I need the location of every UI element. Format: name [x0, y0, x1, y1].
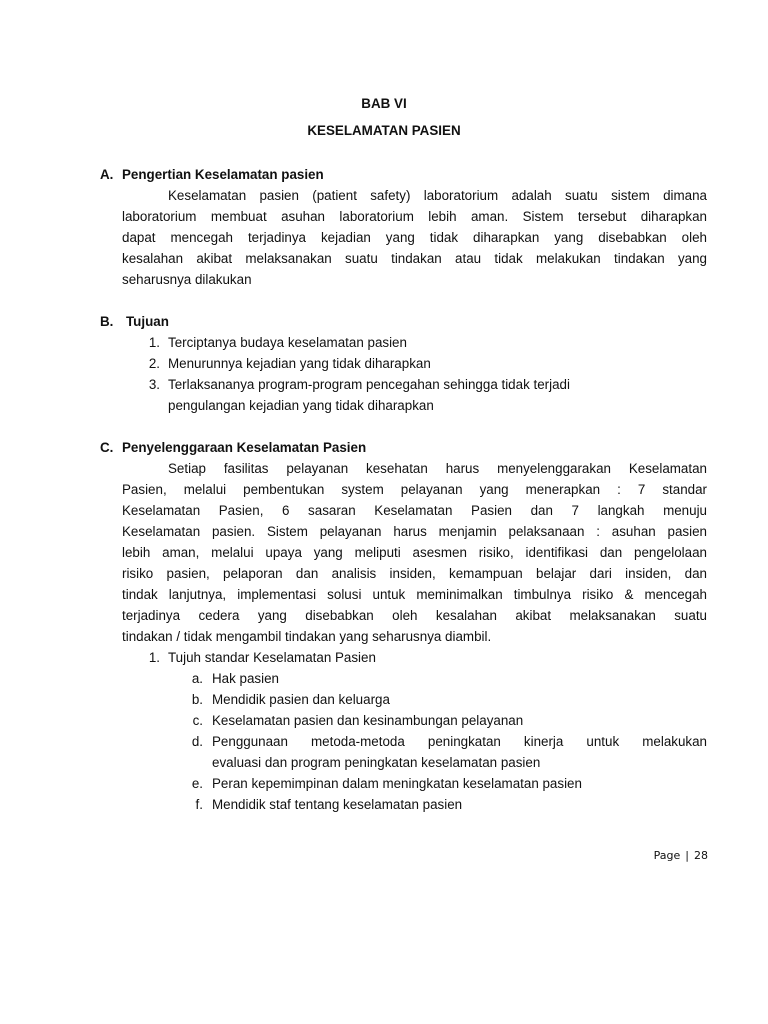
section-c-line: tindakan / tidak mengambil tindakan yang seharusnya diambil.	[122, 629, 492, 644]
section-c-line: risiko pasien, pelaporan dan analisis insiden, kemampuan belajar dari insiden, dan	[122, 566, 707, 581]
section-c-line: Keselamatan Pasien, 6 sasaran Keselamatan Pasien dan 7 langkah menuju	[122, 503, 707, 518]
section-c-line: lebih aman, melalui upaya yang meliputi asesmen risiko, identifikasi dan pengelolaan	[122, 545, 707, 560]
list-item-continued: evaluasi dan program peningkatan keselamatan pasien	[212, 755, 541, 770]
section-a-line: kesalahan akibat melaksanakan suatu tindakan atau tidak melakukan tindakan yang	[122, 251, 707, 266]
list-number: 2.	[148, 356, 160, 371]
section-a-line: dapat mencegah terjadinya kejadian yang tidak diharapkan yang disebabkan oleh	[122, 230, 707, 245]
list-letter: e.	[191, 776, 203, 791]
section-c-line: terjadinya cedera yang disebabkan oleh kesalahan akibat melaksanakan suatu	[122, 608, 707, 623]
chapter-number: BAB VI	[361, 96, 407, 111]
list-item: Terciptanya budaya keselamatan pasien	[168, 335, 407, 350]
page-footer	[560, 847, 708, 865]
section-c-heading: Penyelenggaraan Keselamatan Pasien	[122, 440, 367, 455]
section-a-heading: Pengertian Keselamatan pasien	[122, 167, 324, 182]
list-item-continued: pengulangan kejadian yang tidak diharapkan	[168, 398, 434, 413]
list-item: Penggunaan metoda-metoda peningkatan kinerja untuk melakukan	[212, 734, 707, 749]
section-c-line: tindak lanjutnya, implementasi solusi untuk meminimalkan timbulnya risiko & mencegah	[122, 587, 707, 602]
list-letter: b.	[191, 692, 203, 707]
section-b-marker: B.	[100, 314, 114, 329]
list-number: 1.	[148, 335, 160, 350]
list-item: Menurunnya kejadian yang tidak diharapkan	[168, 356, 431, 371]
list-number: 3.	[148, 377, 160, 392]
chapter-title: KESELAMATAN PASIEN	[307, 123, 461, 138]
section-c-line: Pasien, melalui pembentukan system pelayanan yang menerapkan : 7 standar	[122, 482, 707, 497]
section-c-line: Keselamatan pasien. Sistem pelayanan harus menjamin pelaksanaan : asuhan pasien	[122, 524, 707, 539]
list-letter: d.	[191, 734, 203, 749]
list-item: Peran kepemimpinan dalam meningkatan keselamatan pasien	[212, 776, 582, 791]
sub-list-number: 1.	[148, 650, 160, 665]
list-item: Mendidik staf tentang keselamatan pasien	[212, 797, 463, 812]
section-a-line: seharusnya dilakukan	[122, 272, 252, 287]
section-a-line: Keselamatan pasien (patient safety) laboratorium adalah suatu sistem dimana	[168, 188, 707, 203]
page-separator: |	[685, 849, 689, 862]
list-letter: f.	[195, 797, 203, 812]
list-item: Mendidik pasien dan keluarga	[212, 692, 390, 707]
section-a-line: laboratorium membuat asuhan laboratorium lebih aman. Sistem tersebut diharapkan	[122, 209, 707, 224]
page-number: 28	[694, 849, 708, 862]
section-b-heading: Tujuan	[126, 314, 169, 329]
page-label: Page	[653, 849, 681, 862]
sub-list-title: Tujuh standar Keselamatan Pasien	[168, 650, 376, 665]
list-letter: a.	[191, 671, 203, 686]
section-c-marker: C.	[100, 440, 114, 455]
list-item: Hak pasien	[212, 671, 279, 686]
section-c-line: Setiap fasilitas pelayanan kesehatan harus menyelenggarakan Keselamatan	[168, 461, 707, 476]
list-item: Keselamatan pasien dan kesinambungan pelayanan	[212, 713, 524, 728]
section-a-marker: A.	[100, 167, 114, 182]
list-letter: c.	[192, 713, 203, 728]
list-item: Terlaksananya program-program pencegahan sehingga tidak terjadi	[168, 377, 570, 392]
